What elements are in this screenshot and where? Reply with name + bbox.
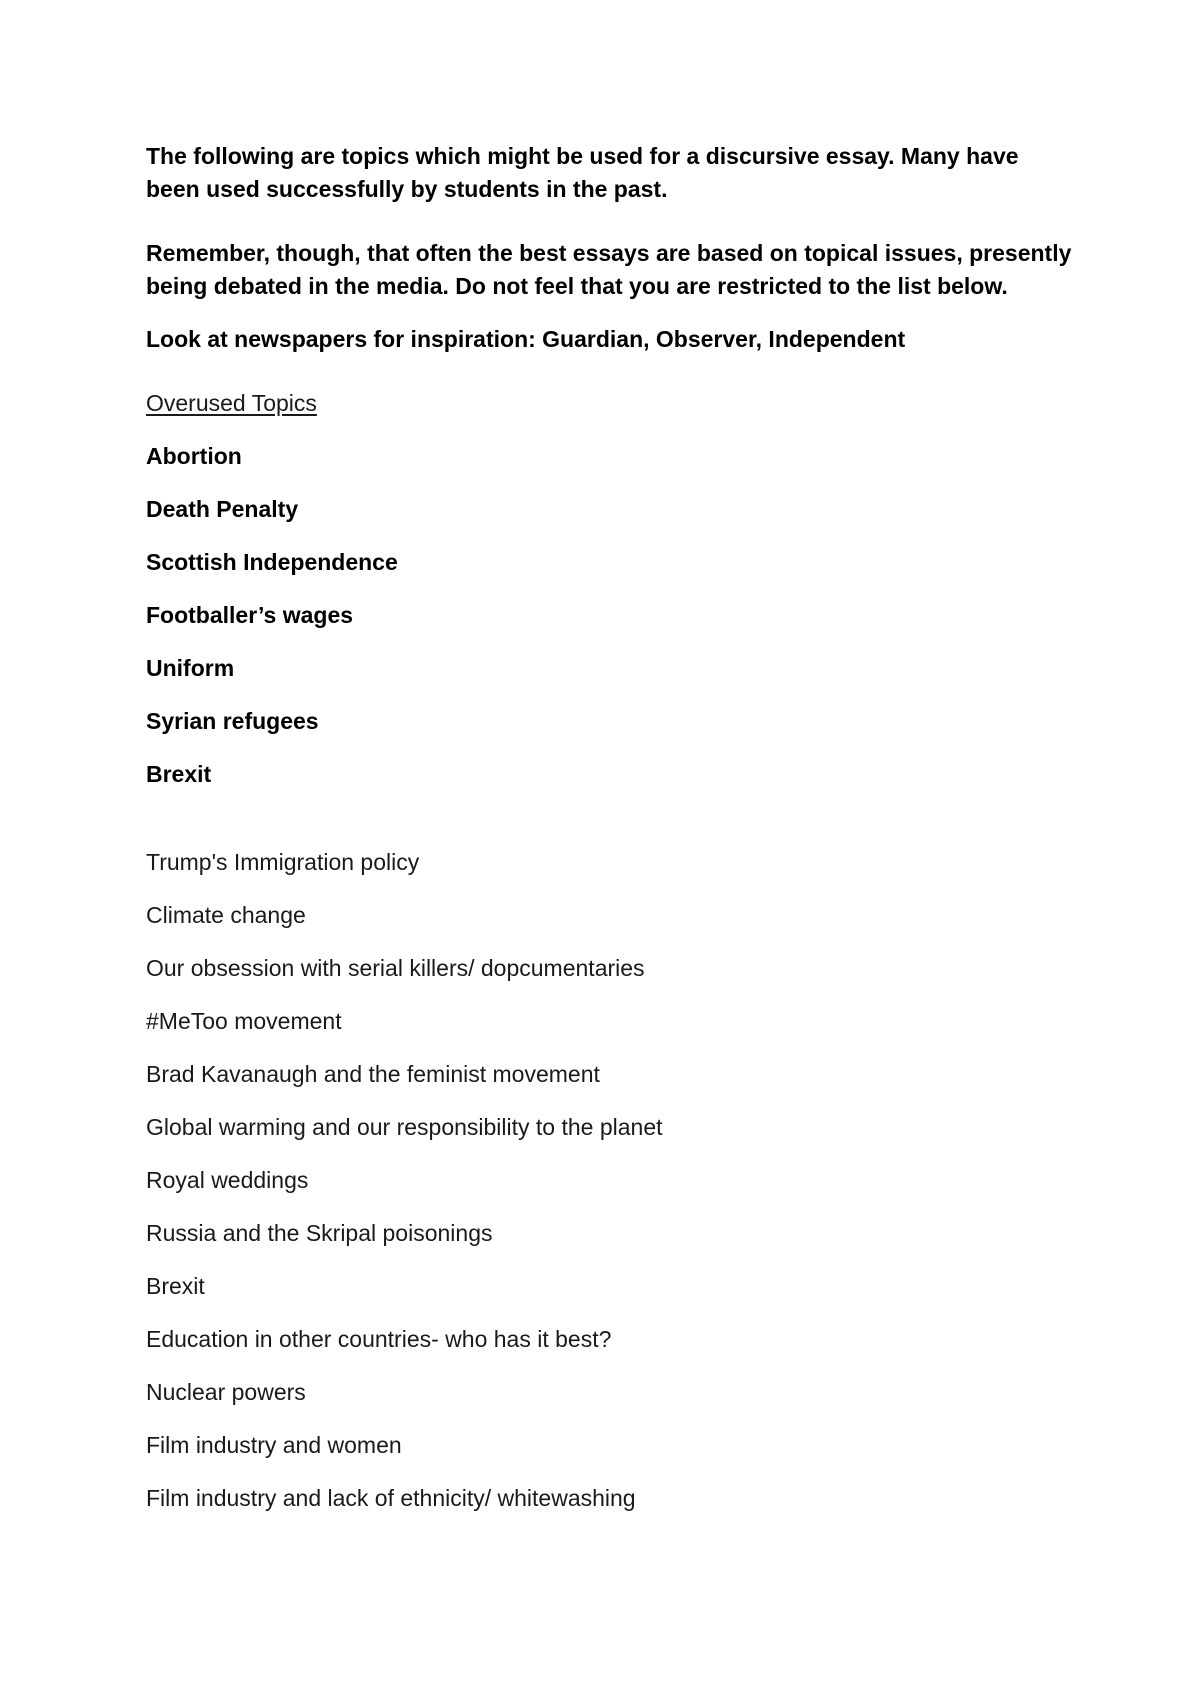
suggested-topic-item: #MeToo movement: [146, 1008, 342, 1034]
suggested-topic-item: Education in other countries- who has it best?: [146, 1326, 612, 1352]
overused-topics-list: [146, 440, 1076, 791]
document-page: [146, 140, 1076, 1535]
newspaper-suggestion: Look at newspapers for inspiration: Guardian, Observer, Independent: [146, 326, 906, 352]
intro-section: [146, 140, 1076, 356]
overused-topic-item: Brexit: [146, 761, 212, 787]
overused-topic-item: Footballer’s wages: [146, 602, 354, 628]
overused-topic-item: Uniform: [146, 655, 235, 681]
suggested-topic-item: Film industry and women: [146, 1432, 402, 1458]
overused-topic-item: Syrian refugees: [146, 708, 319, 734]
overused-topics-heading: Overused Topics: [146, 390, 317, 416]
overused-topic-item: Death Penalty: [146, 496, 299, 522]
suggested-topic-item: Royal weddings: [146, 1167, 309, 1193]
suggested-topic-item: Our obsession with serial killers/ dopcumentaries: [146, 955, 645, 981]
suggested-topic-item: Russia and the Skripal poisonings: [146, 1220, 493, 1246]
intro-paragraph: Remember, though, that often the best essays are based on topical issues, presently being debated in the media. Do not feel that you are restricted to the list below.: [146, 240, 1072, 299]
intro-paragraph: The following are topics which might be used for a discursive essay. Many have been used successfully by students in the past.: [146, 143, 1019, 202]
suggested-topic-item: Trump's Immigration policy: [146, 849, 420, 875]
suggested-topic-item: Film industry and lack of ethnicity/ whitewashing: [146, 1485, 636, 1511]
suggested-topic-item: Brexit: [146, 1273, 205, 1299]
overused-topic-item: Scottish Independence: [146, 549, 398, 575]
suggested-topic-item: Climate change: [146, 902, 306, 928]
suggested-topic-item: Nuclear powers: [146, 1379, 306, 1405]
suggested-topic-item: Brad Kavanaugh and the feminist movement: [146, 1061, 600, 1087]
suggested-topic-item: Global warming and our responsibility to the planet: [146, 1114, 663, 1140]
suggested-topics-list: [146, 846, 1076, 1515]
overused-topic-item: Abortion: [146, 443, 242, 469]
